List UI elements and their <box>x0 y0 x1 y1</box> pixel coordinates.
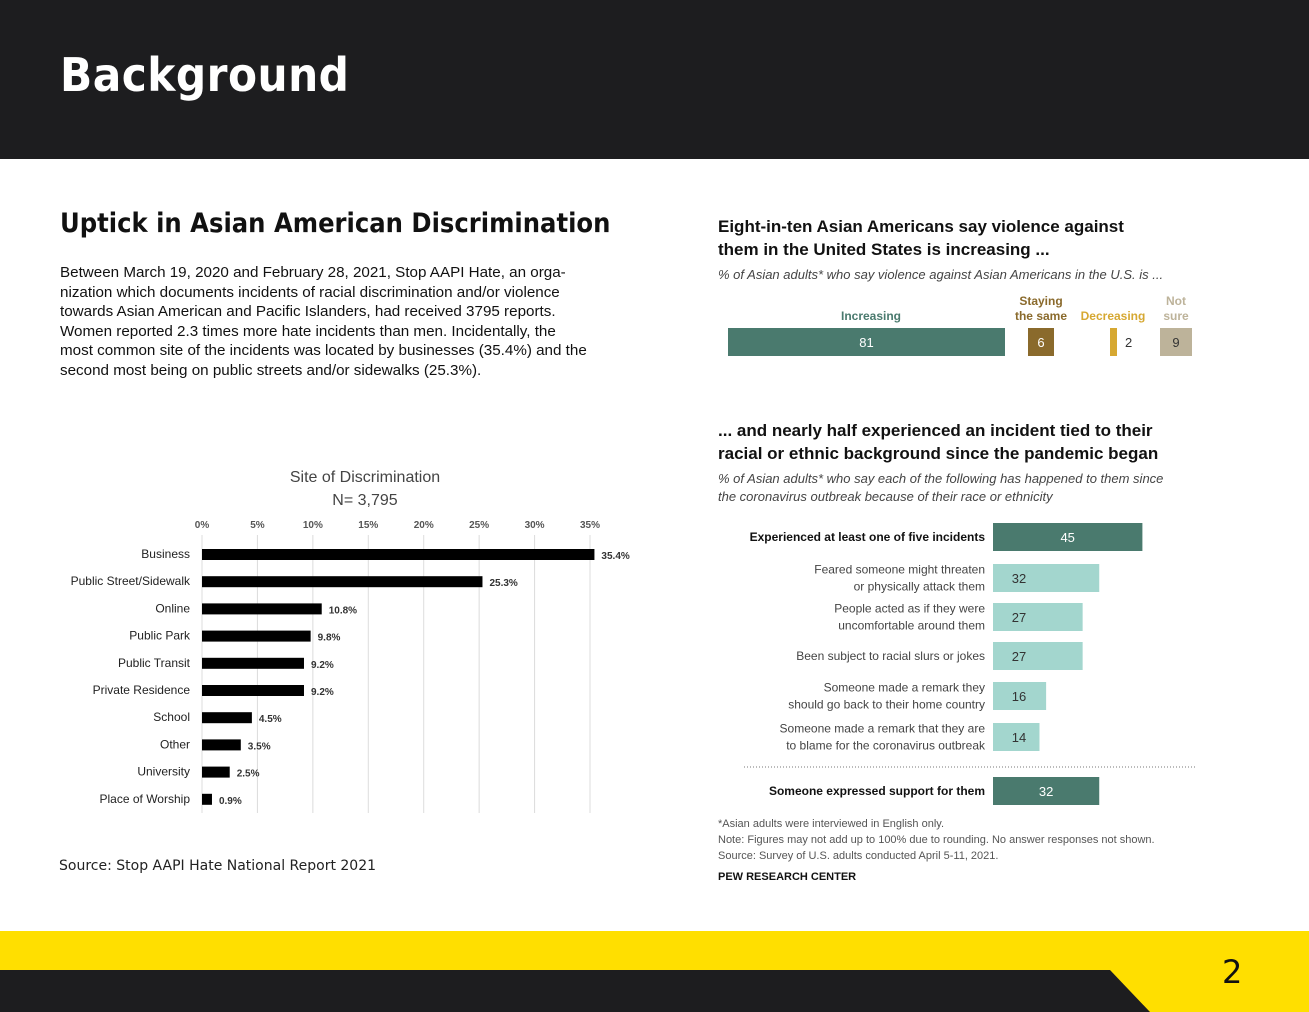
pew-data-label: 9 <box>1172 335 1180 350</box>
data-label: 35.4% <box>601 551 630 562</box>
data-label: 0.9% <box>218 795 242 807</box>
axis-tick-label: 10% <box>302 520 323 531</box>
intro-paragraph <box>60 263 645 381</box>
pew-note: *Asian adults were interviewed in English only. <box>718 818 945 830</box>
category-label: University <box>137 764 190 779</box>
bar <box>202 576 482 587</box>
pew-series-label: Staying <box>1019 294 1063 308</box>
pew-category-label: Experienced at least one of five incidents <box>749 530 985 544</box>
pew-data-label: 32 <box>1038 784 1054 799</box>
pew-category-label: should go back to their home country <box>788 697 985 712</box>
intro-line: nization which documents incidents of racial discrimination and/or violence <box>60 283 560 301</box>
pew-data-label: 27 <box>1011 649 1027 664</box>
pew-stacked-bar <box>1110 328 1117 356</box>
pew-bar <box>993 564 1099 592</box>
category-label: Place of Worship <box>99 791 190 806</box>
pew-chart-subtitle: the coronavirus outbreak because of their race or ethnicity <box>718 489 1053 504</box>
bar <box>202 603 322 614</box>
data-label: 9.2% <box>310 687 334 698</box>
pew-bar <box>993 603 1083 631</box>
category-label: Private Residence <box>92 683 190 697</box>
data-label: 4.5% <box>258 714 282 726</box>
pew-series-label: Not <box>1166 294 1186 308</box>
data-label: 10.8% <box>328 605 358 617</box>
page-number: 2 <box>1222 953 1243 991</box>
pew-data-label: 81 <box>859 335 874 350</box>
source-note: Source: Stop AAPI Hate National Report 2021 <box>59 858 377 874</box>
pew-chart-title: them in the United States is increasing ... <box>718 240 1050 259</box>
axis-tick-label: 35% <box>579 520 601 531</box>
pew-data-label: 32 <box>1011 571 1027 586</box>
data-label: 2.5% <box>236 768 260 780</box>
pew-category-label: Been subject to racial slurs or jokes <box>796 649 985 663</box>
bar <box>202 794 212 805</box>
chart-subtitle: N= 3,795 <box>332 492 398 509</box>
pew-bar <box>993 642 1083 670</box>
data-label: 3.5% <box>247 741 271 753</box>
pew-category-label: Someone made a remark that they are <box>779 721 985 736</box>
pew-data-label: 14 <box>1011 730 1027 745</box>
category-label: Public Park <box>129 628 190 643</box>
pew-chart-subtitle: % of Asian adults* who say violence against Asian Americans in the U.S. is ... <box>718 267 1164 282</box>
category-label: Public Transit <box>117 655 190 670</box>
intro-line: second most being on public streets and/or sidewalks (25.3%). <box>60 361 482 379</box>
pew-series-label: Increasing <box>840 309 902 323</box>
pew-brand: PEW RESEARCH CENTER <box>718 871 857 883</box>
axis-tick-label: 0% <box>194 520 210 531</box>
pew-chart-title: ... and nearly half experienced an incident tied to their <box>718 421 1153 440</box>
pew-note: Source: Survey of U.S. adults conducted April 5-11, 2021. <box>718 850 999 862</box>
intro-line: towards Asian American and Pacific Islanders, had received 3795 reports. <box>60 303 556 321</box>
axis-tick-label: 25% <box>469 520 490 531</box>
bar <box>202 549 594 560</box>
bar <box>202 658 304 669</box>
bar <box>202 767 230 778</box>
intro-line: most common site of the incidents was located by businesses (35.4%) and the <box>60 342 587 360</box>
site-of-discrimination-chart <box>40 460 660 830</box>
pew-category-label: uncomfortable around them <box>838 618 985 633</box>
bar <box>202 685 304 696</box>
pew-data-label: 6 <box>1037 335 1045 350</box>
data-label: 25.3% <box>489 578 518 590</box>
axis-tick-label: 30% <box>524 520 545 531</box>
pew-chart-subtitle: % of Asian adults* who say each of the following has happened to them since <box>718 471 1164 486</box>
pew-research-chart <box>712 205 1202 895</box>
footer-dark-band <box>0 970 1309 1012</box>
intro-line: Women reported 2.3 times more hate incidents than men. Incidentally, the <box>60 322 556 340</box>
category-label: Online <box>155 601 190 616</box>
pew-data-label: 16 <box>1011 689 1027 704</box>
bar <box>202 739 241 750</box>
pew-data-label: 27 <box>1011 610 1027 625</box>
category-label: School <box>153 710 190 725</box>
pew-category-label: Feared someone might threaten <box>814 562 985 577</box>
pew-data-label: 2 <box>1125 335 1133 350</box>
intro-line: Between March 19, 2020 and February 28, 2021, Stop AAPI Hate, an orga- <box>60 264 566 281</box>
pew-series-label: Decreasing <box>1080 309 1146 323</box>
axis-tick-label: 5% <box>250 520 265 531</box>
category-label: Public Street/Sidewalk <box>70 574 190 589</box>
pew-category-label: Someone made a remark they <box>823 680 985 695</box>
pew-category-label: People acted as if they were <box>834 601 985 616</box>
pew-series-label: the same <box>1014 309 1068 323</box>
pew-chart-title: racial or ethnic background since the pandemic began <box>718 444 1159 463</box>
pew-category-label: Someone expressed support for them <box>768 784 985 798</box>
pew-note: Note: Figures may not add up to 100% due to rounding. No answer responses not shown. <box>718 834 1155 846</box>
data-label: 9.8% <box>317 632 341 644</box>
category-label: Business <box>141 547 190 561</box>
pew-category-label: to blame for the coronavirus outbreak <box>786 738 985 753</box>
pew-series-label: sure <box>1163 309 1189 323</box>
pew-category-label: or physically attack them <box>853 579 985 594</box>
pew-data-label: 45 <box>1060 530 1075 545</box>
section-title: Uptick in Asian American Discrimination <box>60 208 611 239</box>
chart-title: Site of Discrimination <box>289 469 441 486</box>
category-label: Other <box>159 737 190 752</box>
axis-tick-label: 15% <box>358 520 379 531</box>
bar <box>202 712 252 723</box>
data-label: 9.2% <box>310 659 334 671</box>
slide-title: Background <box>60 48 350 102</box>
pew-chart-title: Eight-in-ten Asian Americans say violence against <box>718 217 1124 236</box>
axis-tick-label: 20% <box>413 520 434 531</box>
bar <box>202 631 311 642</box>
